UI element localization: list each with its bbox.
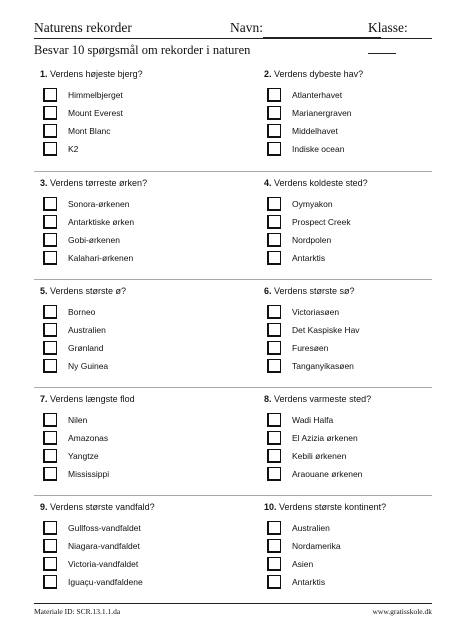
question-6 <box>258 280 453 388</box>
answer-label: Middelhavet <box>292 126 338 136</box>
answer-label: Det Kaspiske Hav <box>292 325 360 335</box>
answer-label: Nordpolen <box>292 235 332 245</box>
answer-checkbox[interactable] <box>43 575 57 589</box>
question-heading <box>264 394 371 404</box>
question-heading <box>264 502 386 512</box>
answer-label: Oymyakon <box>292 199 333 209</box>
answer-checkbox[interactable] <box>267 575 281 589</box>
answer-label: Borneo <box>68 307 96 317</box>
answer-label: Gobi-ørkenen <box>68 235 120 245</box>
answer-checkbox[interactable] <box>267 467 281 481</box>
answer-option[interactable] <box>43 305 233 321</box>
worksheet-title: Naturens rekorder <box>34 20 132 35</box>
answer-option[interactable] <box>43 539 233 555</box>
answer-label: Antarktiske ørken <box>68 217 135 227</box>
question-4 <box>258 172 453 280</box>
answer-label: Ny Guinea <box>68 361 109 371</box>
answer-label: Marianergraven <box>292 108 352 118</box>
answer-option[interactable] <box>267 467 453 483</box>
material-id: Materiale ID: SCR.13.1.1.da <box>34 607 121 616</box>
answer-label: Iguaçu-vandfaldene <box>68 577 143 587</box>
answer-option[interactable] <box>267 575 453 591</box>
answer-option[interactable] <box>267 539 453 555</box>
class-label: Klasse: <box>368 20 408 35</box>
answer-option[interactable] <box>43 467 233 483</box>
answer-option[interactable] <box>267 323 453 339</box>
answer-option[interactable] <box>267 431 453 447</box>
answer-checkbox[interactable] <box>267 341 281 355</box>
answer-label: Victoria-vandfaldet <box>68 559 139 569</box>
question-text: Verdens højeste bjerg? <box>50 69 143 79</box>
question-2 <box>258 63 453 171</box>
name-line[interactable] <box>263 21 381 38</box>
answer-option[interactable] <box>43 575 233 591</box>
question-7 <box>34 388 232 496</box>
answer-label: Australien <box>292 523 330 533</box>
page-header <box>34 16 432 39</box>
answer-label: Mont Blanc <box>68 126 111 136</box>
question-grid <box>34 63 432 603</box>
question-heading <box>40 178 147 188</box>
question-row <box>34 63 432 171</box>
page-footer <box>34 603 432 622</box>
answer-checkbox[interactable] <box>267 323 281 337</box>
answer-option[interactable] <box>267 557 453 573</box>
answer-label: Mississippi <box>68 469 110 479</box>
answer-checkbox[interactable] <box>43 539 57 553</box>
answer-checkbox[interactable] <box>267 88 281 102</box>
name-field[interactable] <box>230 20 381 38</box>
question-heading <box>40 286 126 296</box>
answer-label: Grønland <box>68 343 104 353</box>
answer-label: Kalahari-ørkenen <box>68 253 134 263</box>
answer-option[interactable] <box>43 88 233 104</box>
question-text: Verdens længste flod <box>50 394 135 404</box>
answer-option[interactable] <box>43 449 233 465</box>
answer-checkbox[interactable] <box>43 106 57 120</box>
answer-checkbox[interactable] <box>43 88 57 102</box>
answer-checkbox[interactable] <box>43 251 57 265</box>
question-text: Verdens største ø? <box>50 286 127 296</box>
answer-checkbox[interactable] <box>267 142 281 156</box>
answer-option[interactable] <box>43 323 233 339</box>
answer-label: Kebili ørkenen <box>292 451 347 461</box>
question-1 <box>34 63 232 171</box>
answer-option[interactable] <box>43 341 233 357</box>
answer-checkbox[interactable] <box>267 557 281 571</box>
answer-checkbox[interactable] <box>267 521 281 535</box>
answer-option[interactable] <box>43 197 233 213</box>
question-3 <box>34 172 232 280</box>
answer-option[interactable] <box>267 215 453 231</box>
answer-checkbox[interactable] <box>267 106 281 120</box>
answer-checkbox[interactable] <box>267 251 281 265</box>
question-heading <box>40 502 155 512</box>
answer-label: Niagara-vandfaldet <box>68 541 140 551</box>
answer-label: Gullfoss-vandfaldet <box>68 523 141 533</box>
answer-option[interactable] <box>43 413 233 429</box>
answer-checkbox[interactable] <box>43 124 57 138</box>
answer-label: Atlanterhavet <box>292 90 343 100</box>
answer-checkbox[interactable] <box>43 359 57 373</box>
answer-checkbox[interactable] <box>43 431 57 445</box>
answer-checkbox[interactable] <box>43 467 57 481</box>
website-link[interactable]: www.gratisskole.dk <box>372 607 432 616</box>
question-heading <box>264 178 368 188</box>
question-text: Verdens dybeste hav? <box>274 69 364 79</box>
answer-option[interactable] <box>43 521 233 537</box>
answer-checkbox[interactable] <box>43 197 57 211</box>
answer-checkbox[interactable] <box>43 557 57 571</box>
answer-option[interactable] <box>267 341 453 357</box>
answer-checkbox[interactable] <box>267 233 281 247</box>
class-field[interactable] <box>368 20 432 54</box>
question-text: Verdens varmeste sted? <box>274 394 372 404</box>
answer-checkbox[interactable] <box>267 124 281 138</box>
answer-label: Yangtze <box>68 451 99 461</box>
answer-option[interactable] <box>43 359 233 375</box>
answer-checkbox[interactable] <box>267 431 281 445</box>
answer-checkbox[interactable] <box>267 539 281 553</box>
question-text: Verdens største kontinent? <box>279 502 387 512</box>
class-line[interactable] <box>368 37 396 54</box>
question-number: 2. <box>264 69 272 79</box>
answer-checkbox[interactable] <box>267 215 281 229</box>
question-number: 7. <box>40 394 48 404</box>
answer-label: Mount Everest <box>68 108 123 118</box>
answer-label: Nilen <box>68 415 88 425</box>
answer-option[interactable] <box>267 233 453 249</box>
question-heading <box>264 286 355 296</box>
question-number: 1. <box>40 69 48 79</box>
answer-label: Araouane ørkenen <box>292 469 363 479</box>
answer-label: Prospect Creek <box>292 217 351 227</box>
answer-option[interactable] <box>267 305 453 321</box>
question-text: Verdens koldeste sted? <box>274 178 368 188</box>
answer-checkbox[interactable] <box>43 215 57 229</box>
answer-checkbox[interactable] <box>267 413 281 427</box>
answer-option[interactable] <box>267 449 453 465</box>
question-row <box>34 387 432 496</box>
answer-option[interactable] <box>267 124 453 140</box>
answer-option[interactable] <box>267 521 453 537</box>
answer-label: Amazonas <box>68 433 109 443</box>
answer-label: Nordamerika <box>292 541 341 551</box>
answer-label: Indiske ocean <box>292 144 345 154</box>
answer-checkbox[interactable] <box>267 449 281 463</box>
answer-label: Tanganyikasøen <box>292 361 354 371</box>
answer-label: El Azizia ørkenen <box>292 433 358 443</box>
answer-label: Australien <box>68 325 106 335</box>
answer-option[interactable] <box>267 88 453 104</box>
answer-checkbox[interactable] <box>267 197 281 211</box>
answer-option[interactable] <box>43 557 233 573</box>
answer-checkbox[interactable] <box>267 359 281 373</box>
question-heading <box>264 69 363 79</box>
answer-option[interactable] <box>267 413 453 429</box>
answer-checkbox[interactable] <box>267 305 281 319</box>
answer-option[interactable] <box>43 215 233 231</box>
answer-checkbox[interactable] <box>43 413 57 427</box>
answer-label: Wadi Halfa <box>292 415 334 425</box>
question-5 <box>34 280 232 388</box>
answer-checkbox[interactable] <box>43 305 57 319</box>
answer-checkbox[interactable] <box>43 341 57 355</box>
question-row <box>34 171 432 280</box>
answer-option[interactable] <box>43 431 233 447</box>
question-row <box>34 495 432 604</box>
answer-label: K2 <box>68 144 79 154</box>
answer-option[interactable] <box>43 142 233 158</box>
answer-option[interactable] <box>267 359 453 375</box>
answer-label: Furesøen <box>292 343 329 353</box>
question-number: 4. <box>264 178 272 188</box>
question-number: 10. <box>264 502 277 512</box>
question-text: Verdens største vandfald? <box>50 502 155 512</box>
answer-option[interactable] <box>267 142 453 158</box>
question-number: 3. <box>40 178 48 188</box>
question-10 <box>258 496 453 604</box>
answer-option[interactable] <box>267 251 453 267</box>
answer-option[interactable] <box>43 233 233 249</box>
question-9 <box>34 496 232 604</box>
answer-checkbox[interactable] <box>43 233 57 247</box>
answer-option[interactable] <box>267 197 453 213</box>
answer-checkbox[interactable] <box>43 323 57 337</box>
answer-option[interactable] <box>43 251 233 267</box>
question-8 <box>258 388 453 496</box>
answer-option[interactable] <box>267 106 453 122</box>
answer-label: Victoriasøen <box>292 307 340 317</box>
question-row <box>34 279 432 388</box>
answer-label: Asien <box>292 559 314 569</box>
answer-checkbox[interactable] <box>43 521 57 535</box>
question-number: 9. <box>40 502 48 512</box>
answer-label: Antarktis <box>292 253 326 263</box>
question-text: Verdens største sø? <box>274 286 355 296</box>
answer-label: Antarktis <box>292 577 326 587</box>
name-label: Navn: <box>230 20 263 35</box>
answer-option[interactable] <box>43 106 233 122</box>
answer-checkbox[interactable] <box>43 449 57 463</box>
answer-checkbox[interactable] <box>43 142 57 156</box>
question-heading <box>40 394 135 404</box>
question-number: 6. <box>264 286 272 296</box>
answer-option[interactable] <box>43 124 233 140</box>
answer-label: Sonora-ørkenen <box>68 199 130 209</box>
question-heading <box>40 69 143 79</box>
question-text: Verdens tørreste ørken? <box>50 178 148 188</box>
answer-label: Himmelbjerget <box>68 90 123 100</box>
instructions: Besvar 10 spørgsmål om rekorder i naturen <box>34 43 251 57</box>
question-number: 5. <box>40 286 48 296</box>
question-number: 8. <box>264 394 272 404</box>
